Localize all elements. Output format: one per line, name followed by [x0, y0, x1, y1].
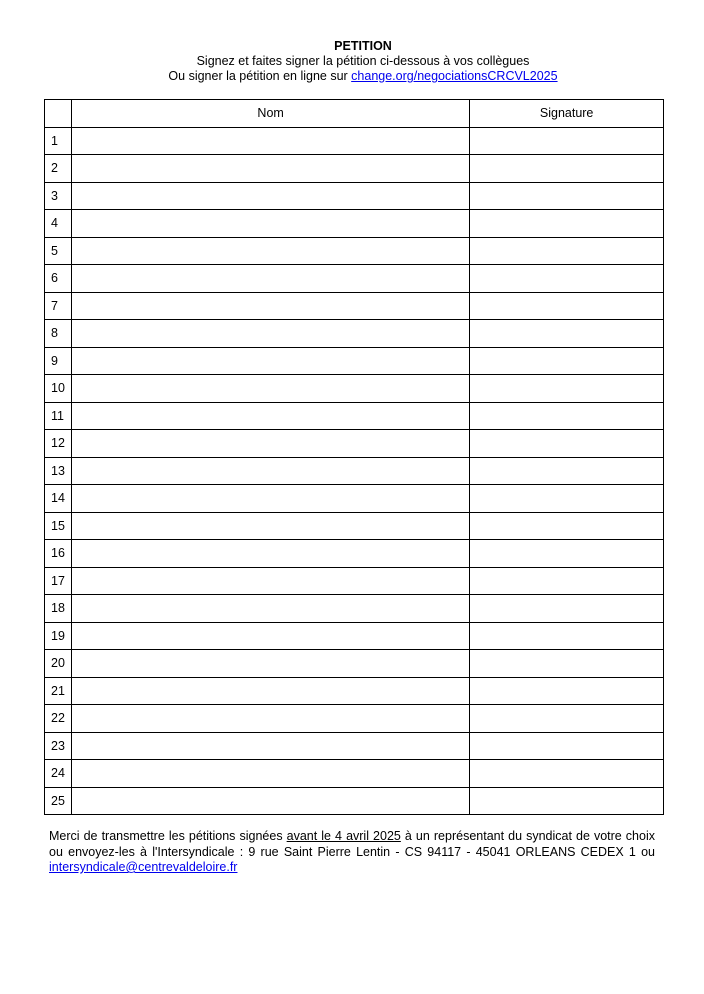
signature-table-body: [45, 127, 664, 815]
signature-cell[interactable]: [470, 320, 664, 348]
table-row: [45, 732, 664, 760]
name-cell[interactable]: [71, 622, 469, 650]
signature-cell[interactable]: [470, 292, 664, 320]
name-cell[interactable]: [71, 155, 469, 183]
online-petition-prefix: Ou signer la pétition en ligne sur: [168, 69, 352, 83]
table-row: [45, 292, 664, 320]
table-row: [45, 705, 664, 733]
name-cell[interactable]: [71, 292, 469, 320]
name-cell[interactable]: [71, 210, 469, 238]
signature-cell[interactable]: [470, 677, 664, 705]
petition-title: PETITION: [334, 39, 392, 53]
name-cell[interactable]: [71, 347, 469, 375]
row-number: 22: [45, 705, 72, 733]
row-number: 5: [45, 237, 72, 265]
signature-cell[interactable]: [470, 732, 664, 760]
name-cell[interactable]: [71, 485, 469, 513]
signature-cell[interactable]: [470, 485, 664, 513]
table-row: [45, 760, 664, 788]
table-row: [45, 677, 664, 705]
footer-text-before: Merci de transmettre les pétitions signées: [49, 829, 287, 843]
table-row: [45, 567, 664, 595]
table-row: [45, 320, 664, 348]
header-number-cell: [45, 100, 72, 128]
name-cell[interactable]: [71, 540, 469, 568]
table-row: [45, 210, 664, 238]
row-number: 15: [45, 512, 72, 540]
name-cell[interactable]: [71, 677, 469, 705]
row-number: 17: [45, 567, 72, 595]
row-number: 6: [45, 265, 72, 293]
name-cell[interactable]: [71, 705, 469, 733]
row-number: 4: [45, 210, 72, 238]
name-cell[interactable]: [71, 595, 469, 623]
name-cell[interactable]: [71, 567, 469, 595]
signature-cell[interactable]: [470, 402, 664, 430]
signature-cell[interactable]: [470, 760, 664, 788]
row-number: 18: [45, 595, 72, 623]
name-cell[interactable]: [71, 182, 469, 210]
signature-cell[interactable]: [470, 622, 664, 650]
table-row: [45, 375, 664, 403]
online-petition-link[interactable]: change.org/negociationsCRCVL2025: [351, 69, 558, 83]
table-row: [45, 127, 664, 155]
table-row: [45, 457, 664, 485]
signature-cell[interactable]: [470, 567, 664, 595]
row-number: 1: [45, 127, 72, 155]
row-number: 24: [45, 760, 72, 788]
row-number: 8: [45, 320, 72, 348]
table-row: [45, 622, 664, 650]
name-cell[interactable]: [71, 512, 469, 540]
name-cell[interactable]: [71, 787, 469, 815]
table-row: [45, 182, 664, 210]
row-number: 2: [45, 155, 72, 183]
table-row: [45, 787, 664, 815]
signature-cell[interactable]: [470, 182, 664, 210]
row-number: 10: [45, 375, 72, 403]
row-number: 23: [45, 732, 72, 760]
table-row: [45, 595, 664, 623]
row-number: 3: [45, 182, 72, 210]
signature-cell[interactable]: [470, 210, 664, 238]
signature-cell[interactable]: [470, 155, 664, 183]
signature-table-header: [45, 100, 664, 128]
name-cell[interactable]: [71, 760, 469, 788]
footer-email-link[interactable]: intersyndicale@centrevaldeloire.fr: [49, 860, 238, 874]
signature-cell[interactable]: [470, 512, 664, 540]
name-cell[interactable]: [71, 457, 469, 485]
footer-text-after: à un représentant du syndicat de votre choix ou envoyez-les à l'Intersyndicale : 9 rue Saint Pierre Lentin - CS 94117 - 45041 ORLEANS CEDEX 1 ou: [49, 829, 655, 859]
signature-cell[interactable]: [470, 650, 664, 678]
signature-cell[interactable]: [470, 127, 664, 155]
name-cell[interactable]: [71, 127, 469, 155]
petition-subtitle: Signez et faites signer la pétition ci-dessous à vos collègues: [196, 54, 530, 68]
row-number: 20: [45, 650, 72, 678]
header-name-cell: Nom: [71, 100, 469, 128]
row-number: 14: [45, 485, 72, 513]
header-signature-cell: Signature: [470, 100, 664, 128]
table-row: [45, 347, 664, 375]
signature-cell[interactable]: [470, 375, 664, 403]
table-row: [45, 237, 664, 265]
table-row: [45, 155, 664, 183]
row-number: 12: [45, 430, 72, 458]
signature-cell[interactable]: [470, 540, 664, 568]
footer-deadline: avant le 4 avril 2025: [286, 829, 401, 843]
online-petition-line: [0, 69, 704, 84]
signature-cell[interactable]: [470, 595, 664, 623]
name-cell[interactable]: [71, 732, 469, 760]
signature-cell[interactable]: [470, 237, 664, 265]
row-number: 7: [45, 292, 72, 320]
name-cell[interactable]: [71, 237, 469, 265]
signature-cell[interactable]: [470, 457, 664, 485]
table-row: [45, 540, 664, 568]
name-cell[interactable]: [71, 265, 469, 293]
table-row: [45, 650, 664, 678]
row-number: 9: [45, 347, 72, 375]
petition-header: [0, 39, 704, 84]
row-number: 16: [45, 540, 72, 568]
table-row: [45, 430, 664, 458]
name-cell[interactable]: [71, 430, 469, 458]
row-number: 11: [45, 402, 72, 430]
footer-instructions: [49, 829, 655, 876]
name-cell[interactable]: [71, 650, 469, 678]
signature-cell[interactable]: [470, 430, 664, 458]
row-number: 21: [45, 677, 72, 705]
table-row: [45, 485, 664, 513]
table-row: [45, 265, 664, 293]
row-number: 25: [45, 787, 72, 815]
row-number: 19: [45, 622, 72, 650]
signature-cell[interactable]: [470, 787, 664, 815]
name-cell[interactable]: [71, 320, 469, 348]
signature-table: [44, 99, 664, 815]
name-cell[interactable]: [71, 375, 469, 403]
table-row: [45, 402, 664, 430]
signature-cell[interactable]: [470, 265, 664, 293]
signature-cell[interactable]: [470, 705, 664, 733]
table-row: [45, 512, 664, 540]
signature-cell[interactable]: [470, 347, 664, 375]
name-cell[interactable]: [71, 402, 469, 430]
row-number: 13: [45, 457, 72, 485]
